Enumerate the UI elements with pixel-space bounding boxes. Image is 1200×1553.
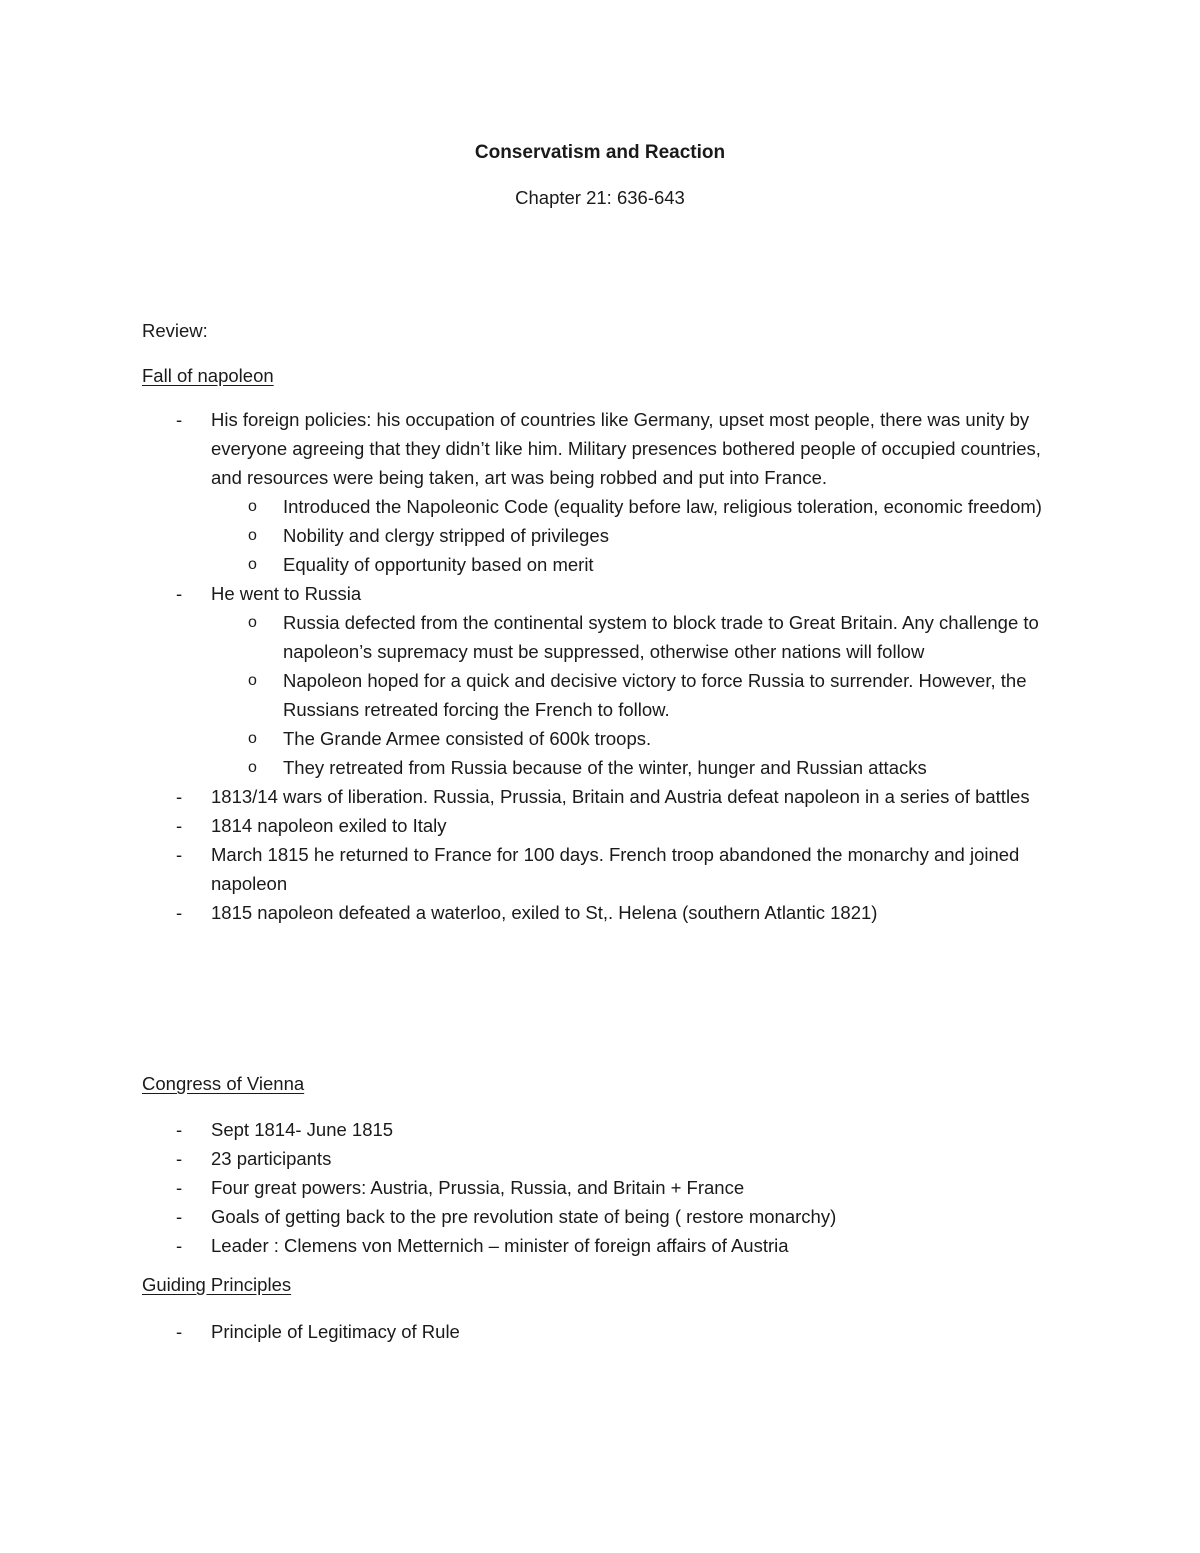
review-label: Review: (142, 320, 208, 341)
bullet-item: - Four great powers: Austria, Prussia, Russia, and Britain + France (142, 1173, 1072, 1202)
page-title: Conservatism and Reaction (474, 142, 726, 163)
bullet-item: - 23 participants (142, 1144, 1072, 1173)
list-fall-of-napoleon (142, 405, 1072, 927)
sub-bullet-item: o Nobility and clergy stripped of privileges (142, 521, 1072, 550)
list-congress-of-vienna (142, 1115, 1072, 1260)
bullet-item: - Sept 1814- June 1815 (142, 1115, 1072, 1144)
bullet-item: - 1814 napoleon exiled to Italy (142, 811, 1072, 840)
bullet-item: - 1815 napoleon defeated a waterloo, exiled to St,. Helena (southern Atlantic 1821) (142, 898, 1072, 927)
section-heading-guiding-principles: Guiding Principles (142, 1274, 292, 1295)
sub-bullet-item: o Napoleon hoped for a quick and decisive victory to force Russia to surrender. However, the Russians retreated forcing the French to follow. (142, 666, 1072, 724)
sub-bullet-item: o They retreated from Russia because of the winter, hunger and Russian attacks (142, 753, 1072, 782)
list-guiding-principles (142, 1317, 1072, 1346)
bullet-item: - Leader : Clemens von Metternich – minister of foreign affairs of Austria (142, 1231, 1072, 1260)
bullet-item: - March 1815 he returned to France for 100 days. French troop abandoned the monarchy and joined napoleon (142, 840, 1072, 898)
sub-bullet-item: o Introduced the Napoleonic Code (equality before law, religious toleration, economic freedom) (142, 492, 1072, 521)
bullet-item: - Principle of Legitimacy of Rule (142, 1317, 1072, 1346)
page-subtitle: Chapter 21: 636-643 (515, 187, 685, 208)
bullet-item: - He went to Russia (142, 579, 1072, 608)
sub-bullet-item: o The Grande Armee consisted of 600k troops. (142, 724, 1072, 753)
sub-bullet-item: o Russia defected from the continental system to block trade to Great Britain. Any challenge to napoleon’s supremacy must be suppressed, otherwise other nations will follow (142, 608, 1072, 666)
bullet-item: - 1813/14 wars of liberation. Russia, Prussia, Britain and Austria defeat napoleon in a series of battles (142, 782, 1072, 811)
bullet-item: - Goals of getting back to the pre revolution state of being ( restore monarchy) (142, 1202, 1072, 1231)
section-heading-congress-of-vienna: Congress of Vienna (142, 1073, 305, 1094)
section-heading-fall-of-napoleon: Fall of napoleon (142, 365, 274, 386)
bullet-item: - His foreign policies: his occupation of countries like Germany, upset most people, there was unity by everyone agreeing that they didn’t like him. Military presences bothered people of occupied countries, and resources were being taken, art was being robbed and put into France. (142, 405, 1072, 492)
sub-bullet-item: o Equality of opportunity based on merit (142, 550, 1072, 579)
